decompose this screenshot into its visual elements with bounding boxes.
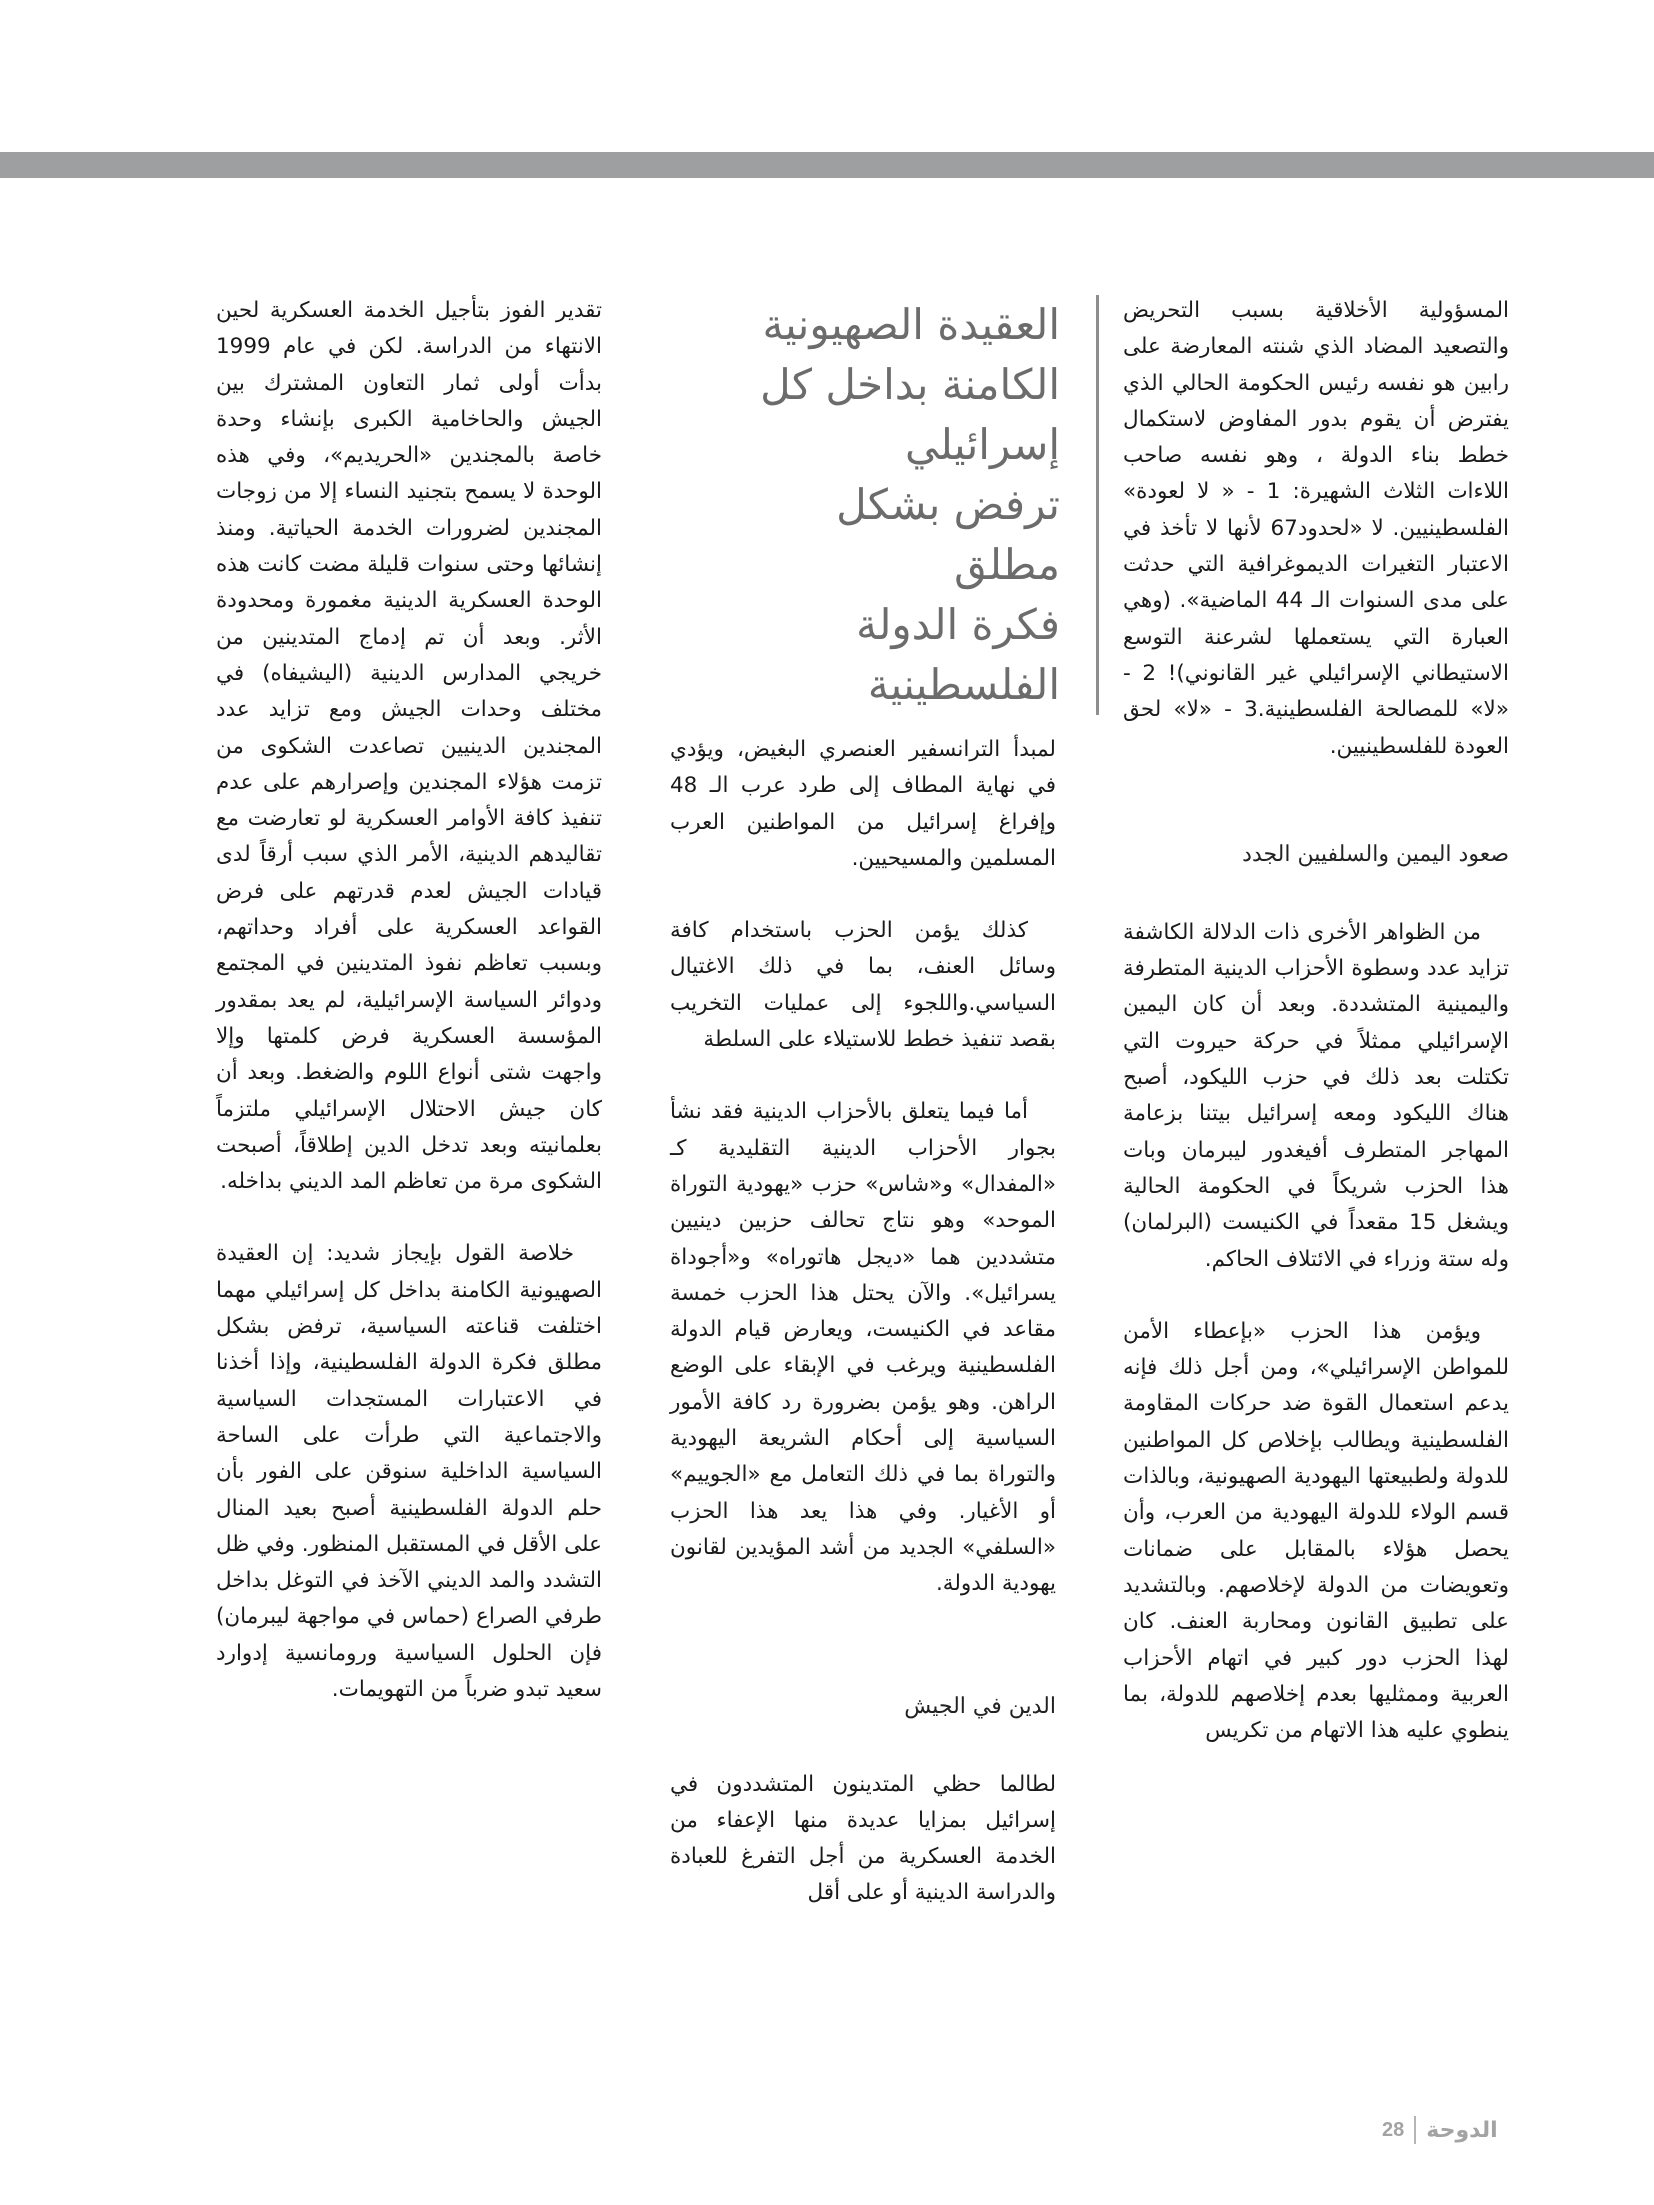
paragraph: لمبدأ الترانسفير العنصري البغيض، ويؤدي في نهاية المطاف إلى طرد عرب الـ 48 وإفراغ إسرائيل من المواطنين العرب المسلمين والمسيحيين.	[670, 737, 1056, 871]
paragraph: المسؤولية الأخلاقية بسبب التحريض والتصعيد المضاد الذي شنته المعارضة على رابين هو نفسه رئيس الحكومة الحالي الذي يفترض أن يقوم بدور المفاوض لاستكمال خطط بناء الدولة ، وهو نفسه صاحب اللاءات الثلاث الشهيرة: 1 - « لا لعودة» الفلسطينيين. لا «لحدود67 لأنها لا تأخذ في الاعتبار التغيرات الديموغرافية التي حدثت على مدى السنوات الـ 44 الماضية». (وهي العبارة التي يستعملها لشرعنة التوسع الاستيطاني الإسرائيلي غير القانوني)! 2 - «لا» للمصالحة الفلسطينية.3 - «لا» لحق العودة للفلسطينيين.	[1123, 298, 1510, 759]
page-number: 28	[1382, 2118, 1405, 2141]
magazine-logo: الدوحة	[1426, 2117, 1498, 2143]
paragraph: كذلك يؤمن الحزب باستخدام كافة وسائل العنف، بما في ذلك الاغتيال السياسي.واللجوء إلى عمليات التخريب بقصد تنفيذ خطط للاستيلاء على السلطة	[670, 918, 1056, 1053]
pull-quote	[660, 295, 1099, 715]
column-middle	[670, 732, 1056, 1948]
section-subheading: الدين في الجيش	[904, 1693, 1056, 1719]
paragraph: خلاصة القول بإيجاز شديد: إن العقيدة الصهيونية الكامنة بداخل كل إسرائيلي مهما اختلفت قناعته السياسية، ترفض بشكل مطلق فكرة الدولة الفلسطينية، وإذا أخذنا في الاعتبارات المستجدات السياسية والاجتماعية التي طرأت على الساحة السياسية الداخلية سنوقن على الفور بأن حلم الدولة الفلسطينية أصبح بعيد المنال على الأقل في المستقبل المنظور. وفي ظل التشدد والمد الديني الآخذ في التوغل بداخل طرفي الصراع (حماس في مواجهة ليبرمان) فإن الحلول السياسية ورومانسية إدوارد سعيد تبدو ضرباً من التهويمات.	[216, 1241, 602, 1702]
pull-quote-line: فكرة الدولة	[856, 600, 1060, 649]
pull-quote-line: العقيدة الصهيونية	[762, 300, 1060, 349]
footer-divider	[1414, 2116, 1416, 2144]
paragraph: تقدير الفوز بتأجيل الخدمة العسكرية لحين الانتهاء من الدراسة. لكن في عام 1999 بدأت أولى ثمار التعاون المشترك بين الجيش والحاخامية الكبرى بإنشاء وحدة خاصة بالمجندين «الحريديم»، وفي هذه الوحدة لا يسمح بتجنيد النساء إلا من زوجات المجندين لضرورات الخدمة الحياتية. ومنذ إنشائها وحتى سنوات قليلة مضت كانت هذه الوحدة العسكرية الدينية مغمورة ومحدودة الأثر. وبعد أن تم إدماج المتدينين من خريجي المدارس الدينية (اليشيفاه) في مختلف وحدات الجيش ومع تزايد عدد المجندين الدينيين تصاعدت الشكوى من تزمت هؤلاء المجندين وإصرارهم على عدم تنفيذ كافة الأوامر العسكرية لو تعارضت مع تقاليدهم الدينية، الأمر الذي سبب أرقاً لدى قيادات الجيش لعدم قدرتهم على فرض القواعد العسكرية على أفراد وحداتهم، وبسبب تعاظم نفوذ المتدينين في المجتمع ودوائر السياسة الإسرائيلية، لم يعد بمقدور المؤسسة العسكرية فرض كلمتها وإلا واجهت شتى أنواع اللوم والضغط. وبعد أن كان جيش الاحتلال الإسرائيلي ملتزماً بعلمانيته وبعد تدخل الدين إطلاقاً، أصبحت الشكوى مرة من تعاظم المد الديني بداخله.	[216, 298, 602, 1195]
pull-quote-line: ترفض بشكل	[836, 480, 1060, 529]
pull-quote-line: الفلسطينية	[867, 660, 1060, 709]
paragraph: ويؤمن هذا الحزب «بإعطاء الأمن للمواطن الإسرائيلي»، ومن أجل ذلك فإنه يدعم استعمال القوة ضد حركات المقاومة الفلسطينية ويطالب بإخلاص كل المواطنين للدولة ولطبيعتها اليهودية الصهيونية، وبالذات قسم الولاء للدولة اليهودية من العرب، وأن يحصل هؤلاء بالمقابل على ضمانات وتعويضات من الدولة لإخلاصهم. وبالتشديد على تطبيق القانون ومحاربة العنف. كان لهذا الحزب دور كبير في اتهام الأحزاب العربية وممثليها بعدم إخلاصهم للدولة، بما ينطوي عليه هذا الاتهام من تكريس	[1123, 1318, 1509, 1744]
pull-quote-line: الكامنة بداخل كل	[760, 360, 1060, 409]
column-left	[216, 293, 602, 1744]
section-subheading: صعود اليمين والسلفيين الجدد	[1242, 841, 1509, 867]
paragraph: من الظواهر الأخرى ذات الدلالة الكاشفة تزايد عدد وسطوة الأحزاب الدينية المتطرفة واليمينية المتشددة. وبعد أن كان اليمين الإسرائيلي ممثلاً في حركة حيروت التي تكتلت بعد ذلك في حزب الليكود، أصبح هناك الليكود ومعه إسرائيل بيتنا بزعامة المهاجر المتطرف أفيغدور ليبرمان وبات هذا الحزب شريكاً في الحكومة الحالية ويشغل 15 مقعداً في الكنيست (البرلمان) وله ستة وزراء في الائتلاف الحاكم.	[1123, 919, 1509, 1272]
header-bar	[0, 152, 1654, 178]
page-footer	[1382, 2116, 1498, 2144]
paragraph: أما فيما يتعلق بالأحزاب الدينية فقد نشأ بجوار الأحزاب الدينية التقليدية كـ «المفدال» و«شاس» حزب «يهودية التوراة الموحد» وهو نتاج تحالف حزبين دينيين متشددين هما «ديجل هاتوراه» و«أجوداة يسرائيل». والآن يحتل هذا الحزب خمسة مقاعد في الكنيست، ويعارض قيام الدولة الفلسطينية ويرغب في الإبقاء على الوضع الراهن. وهو يؤمن بضرورة رد كافة الأمور السياسية إلى أحكام الشريعة اليهودية والتوراة بما في ذلك التعامل مع «الجوييم» أو الأغيار. وفي هذا يعد هذا الحزب «السلفي» الجديد من أشد المؤيدين لقانون يهودية الدولة.	[670, 1099, 1056, 1597]
paragraph: لطالما حظي المتدينون المتشددون في إسرائيل بمزايا عديدة منها الإعفاء من الخدمة العسكرية من أجل التفرغ للعبادة والدراسة الدينية أو على أقل	[670, 1771, 1056, 1906]
column-right	[1123, 293, 1509, 1785]
pull-quote-line: إسرائيلي	[905, 420, 1060, 469]
pull-quote-line: مطلق	[954, 540, 1060, 589]
